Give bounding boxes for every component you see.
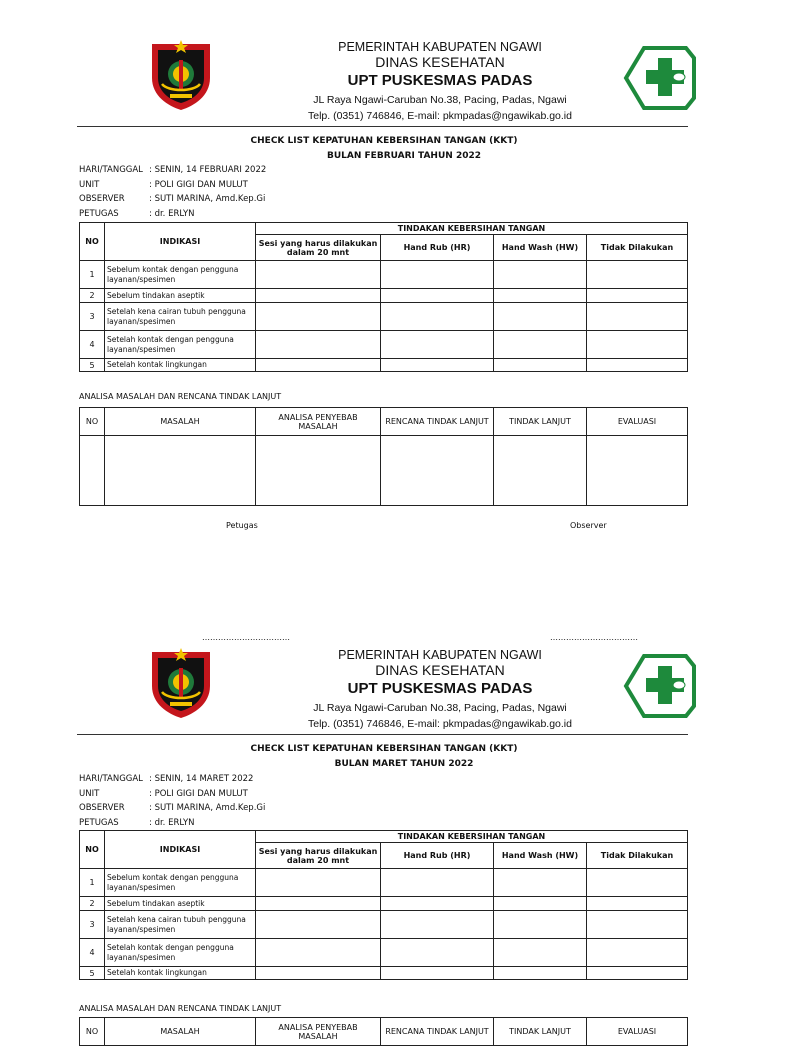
cell <box>381 869 494 897</box>
meta-key: HARI/TANGGAL <box>79 774 143 784</box>
row-no: 3 <box>80 911 105 939</box>
cell <box>256 939 381 967</box>
col-hand-rub: Hand Rub (HR) <box>381 235 494 261</box>
col-sesi: Sesi yang harus dilakukan dalam 20 mnt <box>256 235 381 261</box>
cell <box>381 436 494 506</box>
col-hand-rub: Hand Rub (HR) <box>381 843 494 869</box>
col-tidak: Tidak Dilakukan <box>587 843 688 869</box>
table-row <box>80 261 688 289</box>
analisa-table <box>79 407 688 506</box>
cell <box>587 436 688 506</box>
row-indikasi: Sebelum tindakan aseptik <box>105 897 256 911</box>
meta-key: UNIT <box>79 788 100 799</box>
row-no: 4 <box>80 939 105 967</box>
col-masalah: MASALAH <box>105 408 256 436</box>
meta-key: OBSERVER <box>79 194 125 204</box>
cell <box>256 967 381 980</box>
col-indikasi: INDIKASI <box>105 223 256 261</box>
cell <box>256 436 381 506</box>
meta-value: : SUTI MARINA, Amd.Kep.Gi <box>149 194 266 204</box>
table-row <box>80 289 688 303</box>
row-no: 1 <box>80 869 105 897</box>
row-no: 1 <box>80 261 105 289</box>
cell <box>381 303 494 331</box>
cell <box>587 261 688 289</box>
meta-key: UNIT <box>79 179 100 190</box>
cell <box>587 289 688 303</box>
col-penyebab: ANALISA PENYEBAB MASALAH <box>256 408 381 436</box>
analisa-table-clipped <box>79 1017 687 1041</box>
cell <box>494 303 587 331</box>
letterhead-institution: UPT PUSKESMAS PADAS <box>347 680 533 697</box>
cell <box>381 939 494 967</box>
doc-title: CHECK LIST KEPATUHAN KEBERSIHAN TANGAN (KKT) <box>250 136 518 146</box>
meta-value: : SENIN, 14 MARET 2022 <box>149 774 254 784</box>
col-no: NO <box>80 408 105 436</box>
row-indikasi: Sebelum kontak dengan pengguna layanan/spesimen <box>105 869 256 897</box>
row-indikasi: Setelah kena cairan tubuh pengguna layanan/spesimen <box>105 911 256 939</box>
table-row <box>80 869 688 897</box>
cell <box>494 967 587 980</box>
sign-observer: Observer <box>570 521 607 530</box>
doc-subtitle: BULAN MARET TAHUN 2022 <box>334 759 474 769</box>
letterhead-department: DINAS KESEHATAN <box>375 662 505 678</box>
cell <box>494 897 587 911</box>
table-row <box>80 939 688 967</box>
col-tidak: Tidak Dilakukan <box>587 235 688 261</box>
cell <box>587 331 688 359</box>
cell <box>80 436 105 506</box>
meta-value: : SUTI MARINA, Amd.Kep.Gi <box>149 803 266 813</box>
cell <box>494 359 587 372</box>
col-evaluasi: EVALUASI <box>587 408 688 436</box>
puskesmas-cross-icon <box>624 46 694 110</box>
cell <box>494 869 587 897</box>
meta-key: HARI/TANGGAL <box>79 165 143 175</box>
cell <box>587 869 688 897</box>
doc-subtitle: BULAN FEBRUARI TAHUN 2022 <box>327 151 481 161</box>
col-tindak-lanjut: TINDAK LANJUT <box>494 408 587 436</box>
col-no: NO <box>80 831 105 869</box>
cell <box>256 303 381 331</box>
col-tindakan: TINDAKAN KEBERSIHAN TANGAN <box>256 223 688 235</box>
letterhead-rule <box>77 734 688 735</box>
table-row <box>80 967 688 980</box>
kkt-table <box>79 222 688 372</box>
kabupaten-emblem-icon <box>150 40 212 110</box>
row-no: 2 <box>80 897 105 911</box>
letterhead-address: JL Raya Ngawi-Caruban No.38, Pacing, Padas, Ngawi <box>313 94 567 106</box>
row-indikasi: Setelah kena cairan tubuh pengguna layanan/spesimen <box>105 303 256 331</box>
row-indikasi: Setelah kontak dengan pengguna layanan/spesimen <box>105 939 256 967</box>
meta-key: PETUGAS <box>79 208 119 219</box>
cell <box>256 261 381 289</box>
doc-title: CHECK LIST KEPATUHAN KEBERSIHAN TANGAN (KKT) <box>250 744 518 754</box>
letterhead <box>0 40 768 140</box>
letterhead-contact: Telp. (0351) 746846, E-mail: pkmpadas@ngawikab.go.id <box>308 110 572 122</box>
row-no: 4 <box>80 331 105 359</box>
cell <box>494 911 587 939</box>
meta-value: : SENIN, 14 FEBRUARI 2022 <box>149 165 267 175</box>
table-row <box>80 436 688 506</box>
cell <box>494 261 587 289</box>
table-row <box>80 331 688 359</box>
cell <box>381 261 494 289</box>
col-no: NO <box>80 223 105 261</box>
col-no: NO <box>80 1018 105 1046</box>
cell <box>256 359 381 372</box>
cell <box>587 303 688 331</box>
cell <box>381 289 494 303</box>
cell <box>587 967 688 980</box>
cell <box>587 911 688 939</box>
kkt-table <box>79 830 688 980</box>
meta-key: PETUGAS <box>79 817 119 828</box>
analisa-table <box>79 1017 688 1046</box>
cell <box>381 359 494 372</box>
meta-block <box>79 772 265 830</box>
cell <box>256 289 381 303</box>
analisa-title: ANALISA MASALAH DAN RENCANA TINDAK LANJUT <box>79 1004 282 1013</box>
table-row <box>80 897 688 911</box>
table-row <box>80 359 688 372</box>
cell <box>256 897 381 911</box>
puskesmas-cross-icon <box>624 654 694 718</box>
sign-petugas: Petugas <box>226 521 258 530</box>
row-indikasi: Setelah kontak lingkungan <box>105 967 256 980</box>
meta-key: OBSERVER <box>79 803 125 813</box>
meta-block <box>79 163 266 221</box>
table-row <box>80 303 688 331</box>
cell <box>494 289 587 303</box>
letterhead-department: DINAS KESEHATAN <box>375 54 505 70</box>
row-no: 3 <box>80 303 105 331</box>
cell <box>256 911 381 939</box>
row-no: 2 <box>80 289 105 303</box>
col-penyebab: ANALISA PENYEBAB MASALAH <box>256 1018 381 1046</box>
cell <box>381 967 494 980</box>
letterhead <box>0 648 768 748</box>
cell <box>256 869 381 897</box>
cell <box>494 331 587 359</box>
col-rencana: RENCANA TINDAK LANJUT <box>381 1018 494 1046</box>
col-evaluasi: EVALUASI <box>587 1018 688 1046</box>
col-sesi: Sesi yang harus dilakukan dalam 20 mnt <box>256 843 381 869</box>
row-no: 5 <box>80 359 105 372</box>
col-masalah: MASALAH <box>105 1018 256 1046</box>
cell <box>381 897 494 911</box>
cell <box>587 359 688 372</box>
meta-value: : dr. ERLYN <box>149 817 195 828</box>
letterhead-government: PEMERINTAH KABUPATEN NGAWI <box>338 648 542 662</box>
col-tindak-lanjut: TINDAK LANJUT <box>494 1018 587 1046</box>
cell <box>256 331 381 359</box>
col-hand-wash: Hand Wash (HW) <box>494 843 587 869</box>
row-indikasi: Sebelum kontak dengan pengguna layanan/spesimen <box>105 261 256 289</box>
col-hand-wash: Hand Wash (HW) <box>494 235 587 261</box>
row-indikasi: Setelah kontak dengan pengguna layanan/spesimen <box>105 331 256 359</box>
letterhead-address: JL Raya Ngawi-Caruban No.38, Pacing, Padas, Ngawi <box>313 702 567 714</box>
letterhead-rule <box>77 126 688 127</box>
cell <box>381 911 494 939</box>
meta-value: : POLI GIGI DAN MULUT <box>149 788 248 799</box>
row-indikasi: Sebelum tindakan aseptik <box>105 289 256 303</box>
cell <box>494 436 587 506</box>
analisa-title: ANALISA MASALAH DAN RENCANA TINDAK LANJUT <box>79 392 282 401</box>
col-tindakan: TINDAKAN KEBERSIHAN TANGAN <box>256 831 688 843</box>
col-indikasi: INDIKASI <box>105 831 256 869</box>
cell <box>587 939 688 967</box>
meta-value: : dr. ERLYN <box>149 208 195 219</box>
cell <box>381 331 494 359</box>
row-no: 5 <box>80 967 105 980</box>
letterhead-institution: UPT PUSKESMAS PADAS <box>347 72 533 89</box>
letterhead-government: PEMERINTAH KABUPATEN NGAWI <box>338 40 542 54</box>
col-rencana: RENCANA TINDAK LANJUT <box>381 408 494 436</box>
cell <box>105 436 256 506</box>
cell <box>587 897 688 911</box>
cell <box>494 939 587 967</box>
kabupaten-emblem-icon <box>150 648 212 718</box>
row-indikasi: Setelah kontak lingkungan <box>105 359 256 372</box>
meta-value: : POLI GIGI DAN MULUT <box>149 179 248 190</box>
letterhead-contact: Telp. (0351) 746846, E-mail: pkmpadas@ngawikab.go.id <box>308 718 572 730</box>
table-row <box>80 911 688 939</box>
signature-line-observer: …………………………… <box>550 633 638 642</box>
signature-line-petugas: …………………………… <box>202 633 290 642</box>
